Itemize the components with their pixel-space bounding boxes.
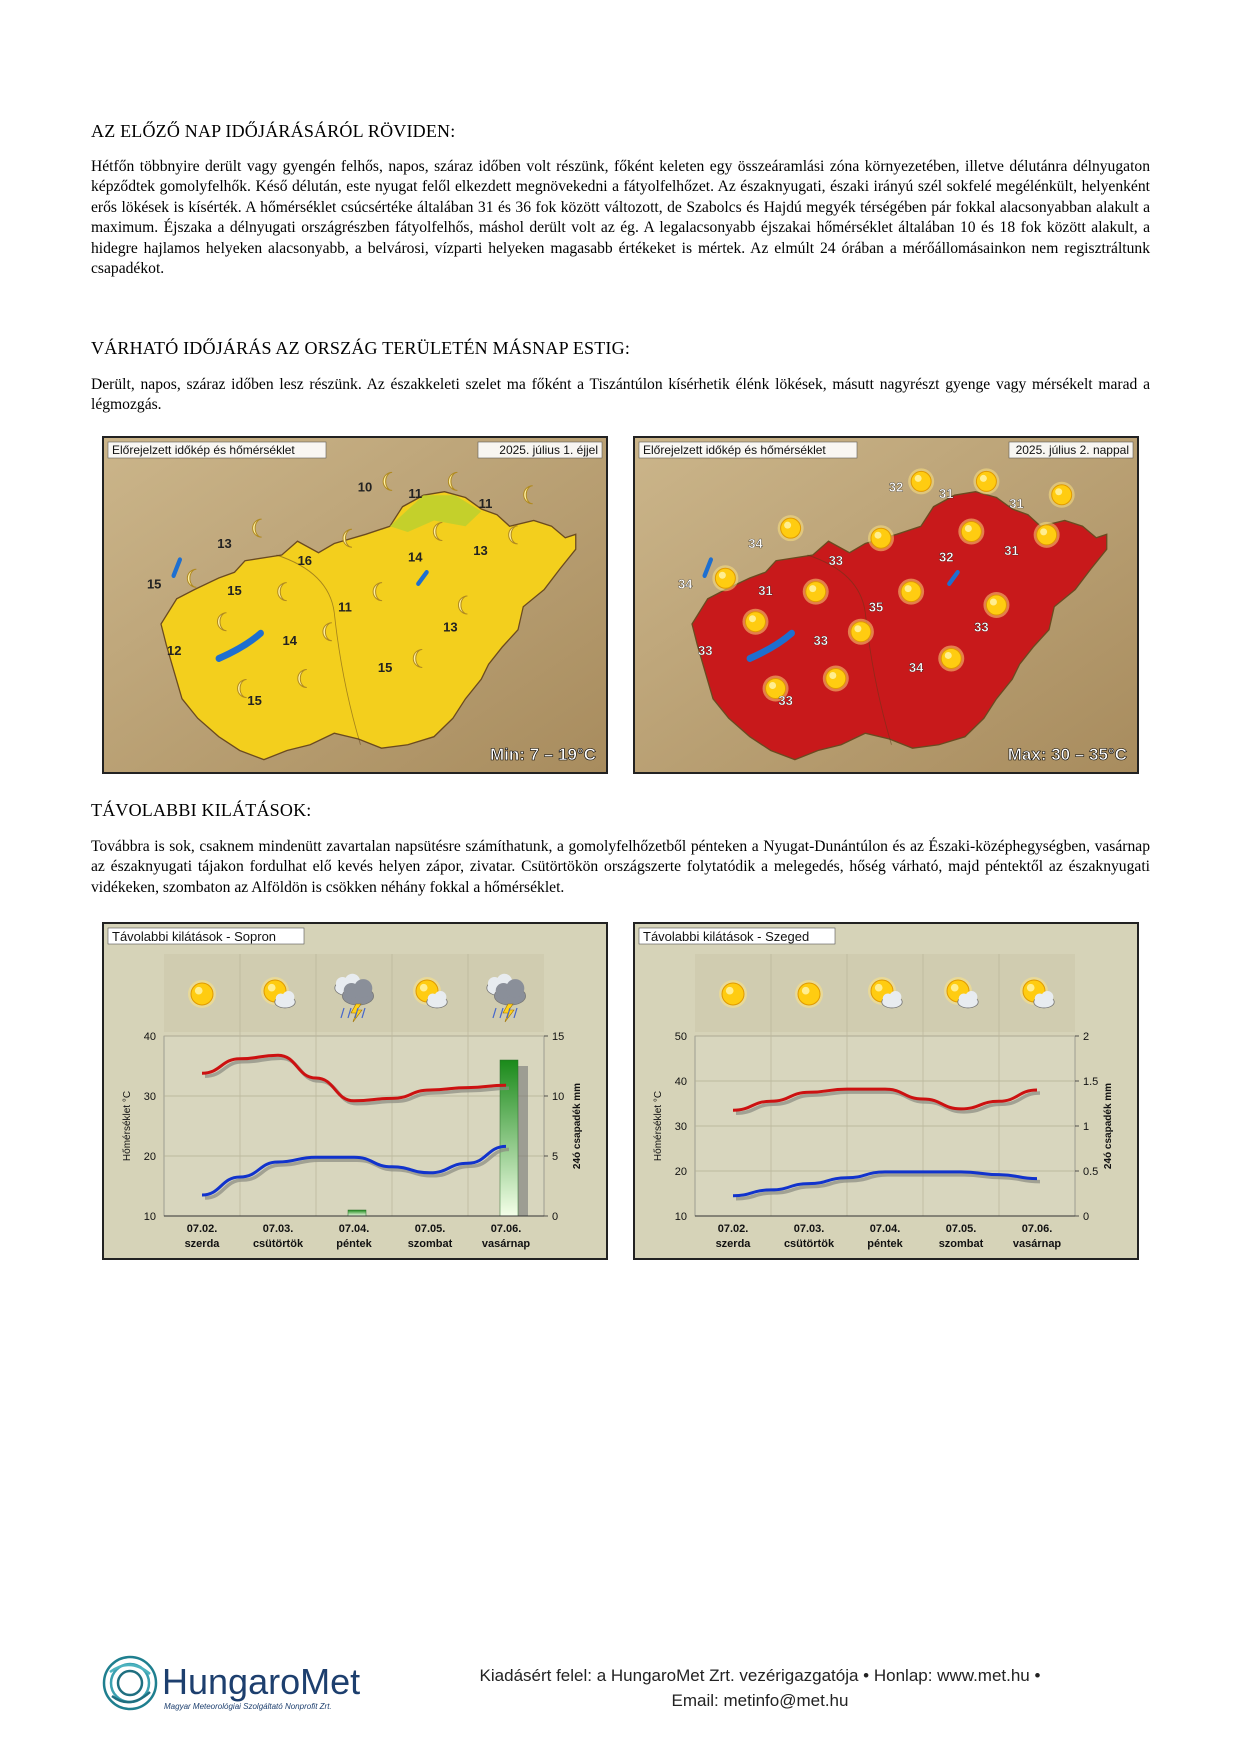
map-temp-label: 33: [778, 693, 793, 709]
x-tick-day: szerda: [715, 1238, 751, 1250]
previous-day-text: Hétfőn többnyire derült vagy gyengén felhős, napos, száraz időben volt részünk, főként keleten egy összeáramlási zóna környezetében, illetve délutánra délnyugaton képződtek gomolyfelhők. Késő délután, este nyugat felől elkezdett megnövekedni a fátyolfelhőzet. Az északnyugati, északi irányú szél sokfelé megélénkült, helyenként erős lökések is kísérték. A hőmérséklet csúcsértéke általában 31 és 36 fok között változott, de Szabolcs és Hajdú megyék térségében pár fokkal alacsonyabban alakult a maximum. Éjszaka a délnyugati országrészben fátyolfelhős, máshol derült volt az ég. A legalacsonyabb éjszakai hőmérséklet általában 10 és 18 fok között alakult, a hidegre hajlamos helyeken alacsonyabb, a belvárosi, vízparti helyeken magasabb értékeket is mértek. Az elmúlt 24 órában a mérőállomásainkon nem regisztráltunk csapadékot.: [91, 158, 1150, 278]
map-temp-label: 13: [443, 619, 458, 635]
map-temp-label: 32: [888, 479, 904, 495]
x-tick-date: 07.02.: [717, 1223, 749, 1235]
map-temp-label: 35: [868, 599, 884, 615]
sun-icon: [983, 592, 1009, 618]
map-date: 2025. július 1. éjjel: [499, 443, 598, 457]
x-tick-day: vasárnap: [1012, 1238, 1062, 1250]
y2-tick-label: 15: [552, 1031, 565, 1043]
y-axis-label: Hőmérséklet °C: [122, 1090, 133, 1162]
y-axis-label: Hőmérséklet °C: [653, 1090, 664, 1162]
map-day: [635, 438, 1137, 772]
x-tick-date: 07.05.: [945, 1223, 977, 1235]
chart-title: Távolabbi kilátások - Szeged: [643, 929, 810, 944]
sun-icon: [803, 579, 829, 605]
x-tick-date: 07.04.: [869, 1223, 901, 1235]
y-tick-label: 10: [143, 1211, 156, 1223]
map-temp-label: 31: [939, 486, 954, 502]
logo-text: HungaroMet: [162, 1661, 361, 1702]
x-tick-day: csütörtök: [252, 1238, 304, 1250]
map-range-label: Max: 30 – 35°C: [1007, 745, 1127, 764]
map-temp-label: 13: [217, 536, 232, 552]
map-range-label: Min: 7 – 19°C: [490, 745, 596, 764]
sun-icon: [1049, 482, 1075, 508]
y2-tick-label: 0.5: [1083, 1166, 1099, 1178]
y2-tick-label: 0: [552, 1211, 559, 1223]
x-tick-day: vasárnap: [481, 1238, 531, 1250]
meteogram-sopron: [104, 924, 606, 1258]
y2-tick-label: 5: [552, 1151, 559, 1163]
y2-tick-label: 0: [1083, 1211, 1090, 1223]
map-temp-label: 32: [939, 549, 954, 565]
y2-tick-label: 1.5: [1083, 1076, 1099, 1088]
y-tick-label: 40: [674, 1076, 687, 1088]
map-temp-label: 33: [974, 619, 989, 635]
footer-line-2: Email: metinfo@met.hu: [671, 1691, 849, 1710]
sun-icon: [868, 525, 894, 551]
x-tick-day: szombat: [407, 1238, 453, 1250]
map-date: 2025. július 2. nappal: [1015, 443, 1129, 457]
x-tick-date: 07.03.: [793, 1223, 825, 1235]
sun-icon: [1034, 522, 1060, 548]
footer-line-1: Kiadásért felel: a HungaroMet Zrt. vezérigazgatója • Honlap: www.met.hu •: [479, 1666, 1041, 1685]
logo-subtitle: Magyar Meteorológiai Szolgáltató Nonprofit Zrt.: [164, 1702, 332, 1711]
y2-tick-label: 2: [1083, 1031, 1090, 1043]
map-panel-night: [102, 436, 608, 774]
sun-icon: [898, 579, 924, 605]
sun-icon: [938, 645, 964, 671]
plot-area: [164, 1036, 544, 1216]
y-tick-label: 10: [674, 1211, 687, 1223]
sun-icon: [848, 619, 874, 645]
map-temp-label: 15: [377, 659, 393, 675]
x-tick-day: csütörtök: [783, 1238, 835, 1250]
sun-icon: [973, 468, 999, 494]
sun-icon: [712, 565, 738, 591]
sun-icon: [742, 609, 768, 635]
footer-text: [420, 1663, 1100, 1713]
map-temp-label: 15: [227, 582, 242, 598]
precip-bar: [500, 1060, 518, 1216]
map-temp-label: 31: [758, 582, 773, 598]
map-title: Előrejelzett időkép és hőmérséklet: [112, 443, 295, 457]
y-tick-label: 50: [674, 1031, 687, 1043]
map-temp-label: 34: [677, 576, 693, 592]
map-temp-label: 15: [146, 576, 162, 592]
x-tick-day: szerda: [184, 1238, 220, 1250]
x-tick-date: 07.05.: [414, 1223, 446, 1235]
map-temp-label: 33: [813, 633, 828, 649]
map-temp-label: 11: [408, 486, 423, 502]
meteogram-panel-szeged: [633, 922, 1139, 1260]
map-temp-label: 16: [297, 552, 313, 568]
x-tick-date: 07.04.: [338, 1223, 370, 1235]
map-temp-label: 11: [338, 599, 352, 615]
sun-icon: [795, 980, 823, 1008]
map-temp-label: 31: [1004, 542, 1019, 558]
y2-tick-label: 10: [552, 1091, 565, 1103]
forecast-text: Derült, napos, száraz időben lesz részünk. Az északkeleti szelet ma főként a Tiszántúlon kísérhetik élénk lökések, másutt nagyrészt gyenge vagy mérsékelt marad a légmozgás.: [91, 376, 1150, 414]
map-temp-label: 33: [828, 552, 844, 568]
sun-icon: [908, 468, 934, 494]
meteogram-szeged: [635, 924, 1137, 1258]
y2-axis-label: 24ó csapadék mm: [572, 1082, 583, 1170]
y-tick-label: 20: [674, 1166, 687, 1178]
y-tick-label: 20: [143, 1151, 156, 1163]
meteogram-panel-sopron: [102, 922, 608, 1260]
sun-icon: [719, 980, 747, 1008]
x-tick-day: péntek: [336, 1238, 372, 1250]
x-tick-date: 07.03.: [262, 1223, 294, 1235]
x-tick-date: 07.02.: [186, 1223, 218, 1235]
hungaromet-logo-icon: [100, 1652, 390, 1714]
section-heading-forecast: VÁRHATÓ IDŐJÁRÁS AZ ORSZÁG TERÜLETÉN MÁSNAP ESTIG:: [91, 338, 631, 358]
y2-tick-label: 1: [1083, 1121, 1090, 1133]
map-temp-label: 14: [408, 549, 423, 565]
section-heading-outlook: TÁVOLABBI KILÁTÁSOK:: [91, 800, 312, 820]
precip-bar: [348, 1210, 366, 1216]
map-temp-label: 14: [282, 633, 297, 649]
hungaromet-logo: [100, 1652, 390, 1714]
map-temp-label: 34: [908, 659, 924, 675]
chart-title: Távolabbi kilátások - Sopron: [112, 929, 277, 944]
sun-icon: [188, 980, 216, 1008]
map-night: [104, 438, 606, 772]
x-tick-date: 07.06.: [1021, 1223, 1053, 1235]
y-tick-label: 30: [143, 1091, 156, 1103]
x-tick-date: 07.06.: [490, 1223, 522, 1235]
y-tick-label: 40: [143, 1031, 156, 1043]
map-temp-label: 34: [748, 536, 763, 552]
outlook-text: Továbbra is sok, csaknem mindenütt zavartalan napsütésre számíthatunk, a gomolyfelhőzetből pénteken a Nyugat-Dunántúlon és az Északi-középhegységben, vasárnap az északnyugati tájakon fordulhat elő kevés helyen zápor, zivatar. Csütörtökön országszerte folytatódik a melegedés, hőség várható, majd péntektől az északnyugati vidékeken, szombaton az Alföldön is csökken néhány fokkal a hőmérséklet.: [91, 838, 1150, 896]
sun-icon: [823, 665, 849, 691]
section-heading-previous-day: AZ ELŐZŐ NAP IDŐJÁRÁSÁRÓL RÖVIDEN:: [91, 121, 456, 141]
y2-axis-label: 24ó csapadék mm: [1103, 1082, 1114, 1170]
map-temp-label: 10: [357, 479, 373, 495]
map-title: Előrejelzett időkép és hőmérséklet: [643, 443, 826, 457]
y-tick-label: 30: [674, 1121, 687, 1133]
x-tick-day: szombat: [938, 1238, 984, 1250]
map-temp-label: 11: [478, 496, 493, 512]
map-temp-label: 33: [698, 643, 713, 659]
x-tick-day: péntek: [867, 1238, 903, 1250]
map-temp-label: 12: [167, 643, 182, 659]
map-temp-label: 15: [247, 693, 262, 709]
map-panel-day: [633, 436, 1139, 774]
map-temp-label: 31: [1009, 496, 1024, 512]
map-temp-label: 13: [473, 542, 488, 558]
sun-icon: [958, 519, 984, 545]
sun-icon: [778, 515, 804, 541]
